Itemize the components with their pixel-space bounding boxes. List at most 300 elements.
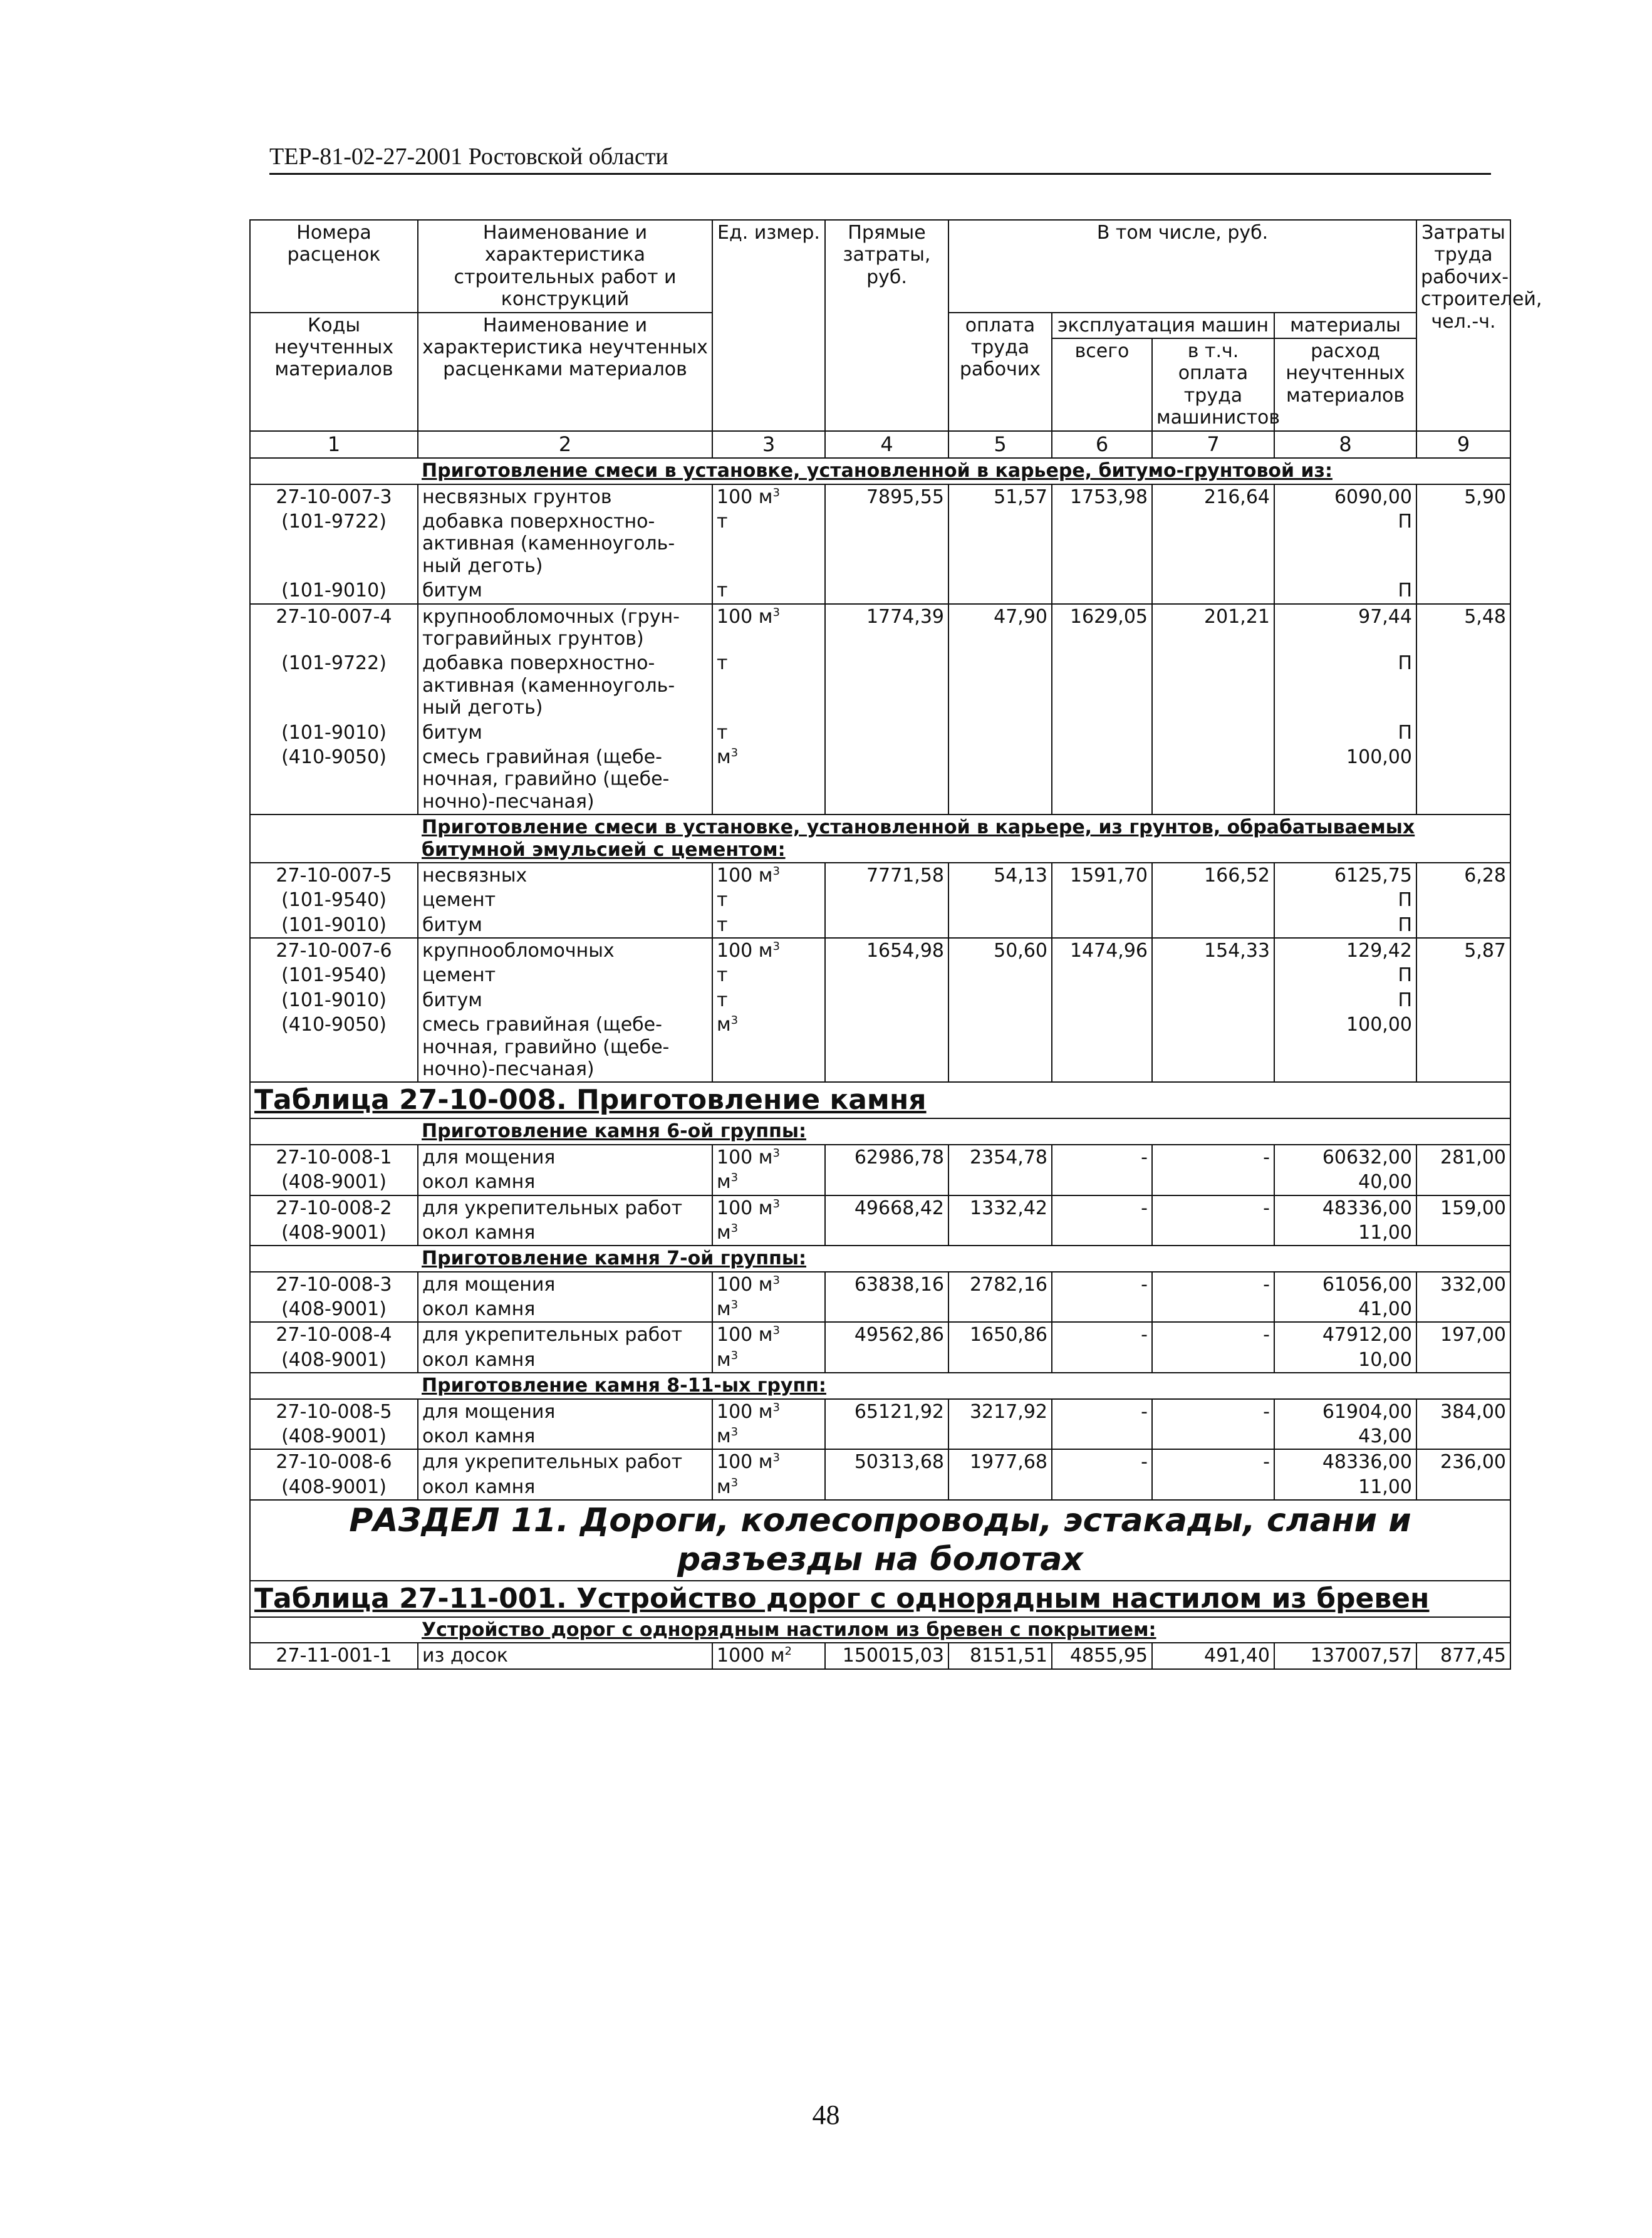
machinist-wages: - <box>1152 1322 1274 1347</box>
materials: П <box>1274 888 1416 912</box>
material-row <box>250 988 1510 1012</box>
machines-total: 1474,96 <box>1052 938 1152 963</box>
labor-costs <box>1416 1012 1510 1082</box>
rate-code: (408-9001) <box>250 1297 418 1322</box>
machinist-wages <box>1152 988 1274 1012</box>
item-name: для укрепительных работ <box>418 1449 712 1474</box>
labor-costs: 6,28 <box>1416 863 1510 888</box>
materials: 48336,00 <box>1274 1449 1416 1474</box>
wages <box>948 1297 1052 1322</box>
rate-code: 27-10-008-5 <box>250 1399 418 1424</box>
labor-costs: 384,00 <box>1416 1399 1510 1424</box>
item-name: цемент <box>418 888 712 912</box>
direct-costs: 1654,98 <box>825 938 948 963</box>
materials: 11,00 <box>1274 1475 1416 1500</box>
item-name: для мощения <box>418 1272 712 1297</box>
direct-costs <box>825 1170 948 1195</box>
material-row <box>250 651 1510 720</box>
materials: 61904,00 <box>1274 1399 1416 1424</box>
materials: 97,44 <box>1274 604 1416 652</box>
materials: 41,00 <box>1274 1297 1416 1322</box>
column-number: 5 <box>948 431 1052 459</box>
direct-costs: 7771,58 <box>825 863 948 888</box>
unit-of-measure: т <box>712 509 825 578</box>
page-number: 48 <box>812 2100 840 2130</box>
direct-costs <box>825 963 948 987</box>
direct-costs <box>825 509 948 578</box>
unit-of-measure: $м^3$ <box>712 1170 825 1195</box>
machines-total: - <box>1052 1272 1152 1297</box>
machines-total <box>1052 578 1152 603</box>
machinist-wages: 491,40 <box>1152 1643 1274 1668</box>
subsection-title: Приготовление смеси в установке, установленной в карьере, битумо-грунтовой из: <box>418 458 1510 484</box>
material-row <box>250 1424 1510 1449</box>
column-number: 2 <box>418 431 712 459</box>
labor-costs: 5,87 <box>1416 938 1510 963</box>
item-name: цемент <box>418 963 712 987</box>
unit-of-measure: $м^3$ <box>712 1220 825 1246</box>
header-unaccounted-materials: расход неучтенных материалов <box>1274 338 1416 431</box>
rate-code: (101-9722) <box>250 509 418 578</box>
rate-code: (410-9050) <box>250 745 418 815</box>
rate-code: 27-10-007-6 <box>250 938 418 963</box>
labor-costs <box>1416 1348 1510 1373</box>
materials: 100,00 <box>1274 1012 1416 1082</box>
subsection-title: Приготовление камня 8-11-ых групп: <box>418 1373 1510 1398</box>
machines-total: - <box>1052 1322 1152 1347</box>
labor-costs <box>1416 578 1510 603</box>
material-row <box>250 1220 1510 1246</box>
machines-total <box>1052 888 1152 912</box>
direct-costs: 63838,16 <box>825 1272 948 1297</box>
item-name: смесь гравийная (щебе-ночная, гравийно (щебе-ночно)-песчаная) <box>418 745 712 815</box>
material-row <box>250 888 1510 912</box>
item-name: битум <box>418 578 712 603</box>
item-name: несвязных <box>418 863 712 888</box>
rate-code: (101-9722) <box>250 651 418 720</box>
direct-costs: 1774,39 <box>825 604 948 652</box>
material-row <box>250 721 1510 745</box>
column-number: 8 <box>1274 431 1416 459</box>
machinist-wages <box>1152 721 1274 745</box>
rate-row <box>250 604 1510 652</box>
unit-of-measure: $м^3$ <box>712 1348 825 1373</box>
rate-code: (101-9540) <box>250 888 418 912</box>
wages <box>948 745 1052 815</box>
item-name: крупнообломочных (грун-тогравийных грунтов) <box>418 604 712 652</box>
item-name: для мощения <box>418 1399 712 1424</box>
item-name: добавка поверхностно-активная (каменноуголь-ный деготь) <box>418 651 712 720</box>
rate-code: (101-9010) <box>250 988 418 1012</box>
rate-code: 27-10-008-6 <box>250 1449 418 1474</box>
subsection-title: Устройство дорог с однорядным настилом из бревен с покрытием: <box>418 1617 1510 1643</box>
machinist-wages: - <box>1152 1449 1274 1474</box>
wages: 54,13 <box>948 863 1052 888</box>
machines-total <box>1052 963 1152 987</box>
direct-costs: 50313,68 <box>825 1449 948 1474</box>
materials: 48336,00 <box>1274 1195 1416 1220</box>
machinist-wages <box>1152 1424 1274 1449</box>
materials: П <box>1274 988 1416 1012</box>
direct-costs <box>825 913 948 938</box>
direct-costs <box>825 1475 948 1500</box>
machinist-wages <box>1152 651 1274 720</box>
rate-row <box>250 1449 1510 1474</box>
unit-of-measure: 100 $м^3$ <box>712 1449 825 1474</box>
unit-of-measure: т <box>712 721 825 745</box>
machinist-wages <box>1152 1170 1274 1195</box>
materials: П <box>1274 651 1416 720</box>
item-name: окол камня <box>418 1220 712 1246</box>
column-number: 3 <box>712 431 825 459</box>
materials: 100,00 <box>1274 745 1416 815</box>
materials: 6125,75 <box>1274 863 1416 888</box>
rate-row <box>250 938 1510 963</box>
labor-costs: 5,48 <box>1416 604 1510 652</box>
machinist-wages <box>1152 1475 1274 1500</box>
machinist-wages <box>1152 1348 1274 1373</box>
direct-costs: 65121,92 <box>825 1399 948 1424</box>
wages: 2354,78 <box>948 1145 1052 1170</box>
item-name: для укрепительных работ <box>418 1195 712 1220</box>
direct-costs <box>825 1424 948 1449</box>
item-name: окол камня <box>418 1348 712 1373</box>
item-name: для мощения <box>418 1145 712 1170</box>
direct-costs: 7895,55 <box>825 484 948 509</box>
material-row <box>250 913 1510 938</box>
header-wages: оплата труда рабочих <box>948 313 1052 431</box>
rate-row <box>250 1322 1510 1347</box>
unit-of-measure: $м^3$ <box>712 745 825 815</box>
machines-total: - <box>1052 1449 1152 1474</box>
rate-code: 27-10-008-4 <box>250 1322 418 1347</box>
materials: 137007,57 <box>1274 1643 1416 1668</box>
direct-costs <box>825 1348 948 1373</box>
labor-costs <box>1416 888 1510 912</box>
machinist-wages <box>1152 578 1274 603</box>
labor-costs: 332,00 <box>1416 1272 1510 1297</box>
rate-code: (101-9010) <box>250 913 418 938</box>
wages: 1977,68 <box>948 1449 1052 1474</box>
material-row <box>250 1297 1510 1322</box>
item-name: окол камня <box>418 1424 712 1449</box>
wages: 51,57 <box>948 484 1052 509</box>
materials: 40,00 <box>1274 1170 1416 1195</box>
direct-costs <box>825 651 948 720</box>
wages <box>948 651 1052 720</box>
rate-code: 27-10-008-2 <box>250 1195 418 1220</box>
rate-code: 27-10-007-5 <box>250 863 418 888</box>
labor-costs: 5,90 <box>1416 484 1510 509</box>
rate-code: (408-9001) <box>250 1475 418 1500</box>
machines-total <box>1052 1170 1152 1195</box>
direct-costs <box>825 1220 948 1246</box>
unit-of-measure: т <box>712 578 825 603</box>
wages <box>948 1220 1052 1246</box>
wages: 1650,86 <box>948 1322 1052 1347</box>
wages: 50,60 <box>948 938 1052 963</box>
machines-total <box>1052 1012 1152 1082</box>
section-title: РАЗДЕЛ 11. Дороги, колесопроводы, эстакады, слани и разъезды на болотах <box>250 1500 1510 1581</box>
materials: 6090,00 <box>1274 484 1416 509</box>
machinist-wages <box>1152 1012 1274 1082</box>
table-title: Таблица 27-11-001. Устройство дорог с однорядным настилом из бревен <box>250 1581 1510 1617</box>
rate-code: 27-10-008-3 <box>250 1272 418 1297</box>
labor-costs <box>1416 988 1510 1012</box>
machines-total: - <box>1052 1145 1152 1170</box>
machinist-wages <box>1152 913 1274 938</box>
header-machines-total: всего <box>1052 338 1152 431</box>
machines-total: 4855,95 <box>1052 1643 1152 1668</box>
unit-of-measure: т <box>712 651 825 720</box>
machines-total <box>1052 1297 1152 1322</box>
machines-total <box>1052 913 1152 938</box>
direct-costs: 150015,03 <box>825 1643 948 1668</box>
labor-costs <box>1416 651 1510 720</box>
item-name: добавка поверхностно-активная (каменноуголь-ный деготь) <box>418 509 712 578</box>
item-name: из досок <box>418 1643 712 1668</box>
wages: 2782,16 <box>948 1272 1052 1297</box>
materials: П <box>1274 721 1416 745</box>
wages <box>948 988 1052 1012</box>
rate-row <box>250 1145 1510 1170</box>
machinist-wages: - <box>1152 1272 1274 1297</box>
header-unit: Ед. измер. <box>712 220 825 431</box>
materials: П <box>1274 578 1416 603</box>
direct-costs: 62986,78 <box>825 1145 948 1170</box>
wages <box>948 1475 1052 1500</box>
direct-costs <box>825 888 948 912</box>
unit-of-measure: т <box>712 888 825 912</box>
material-row <box>250 578 1510 603</box>
unit-of-measure: т <box>712 963 825 987</box>
machines-total <box>1052 1348 1152 1373</box>
machinist-wages <box>1152 888 1274 912</box>
materials: 60632,00 <box>1274 1145 1416 1170</box>
unit-of-measure: 1000 $м^2$ <box>712 1643 825 1668</box>
machines-total: 1591,70 <box>1052 863 1152 888</box>
materials: П <box>1274 963 1416 987</box>
machinist-wages <box>1152 1220 1274 1246</box>
wages <box>948 509 1052 578</box>
unit-of-measure: $м^3$ <box>712 1475 825 1500</box>
column-number: 9 <box>1416 431 1510 459</box>
machinist-wages: 166,52 <box>1152 863 1274 888</box>
column-number: 6 <box>1052 431 1152 459</box>
wages <box>948 578 1052 603</box>
machines-total <box>1052 988 1152 1012</box>
machines-total <box>1052 509 1152 578</box>
machinist-wages: 201,21 <box>1152 604 1274 652</box>
labor-costs <box>1416 1297 1510 1322</box>
wages <box>948 1424 1052 1449</box>
unit-of-measure: 100 $м^3$ <box>712 484 825 509</box>
rate-row <box>250 1643 1510 1668</box>
rate-code: (101-9540) <box>250 963 418 987</box>
materials: 11,00 <box>1274 1220 1416 1246</box>
rate-code: 27-10-007-3 <box>250 484 418 509</box>
materials: 61056,00 <box>1274 1272 1416 1297</box>
labor-costs <box>1416 1170 1510 1195</box>
machines-total <box>1052 721 1152 745</box>
materials: 43,00 <box>1274 1424 1416 1449</box>
item-name: смесь гравийная (щебе-ночная, гравийно (щебе-ночно)-песчаная) <box>418 1012 712 1082</box>
rate-code: 27-11-001-1 <box>250 1643 418 1668</box>
header-work-name: Наименование и характеристика строительных работ и конструкций <box>418 220 712 313</box>
unit-of-measure: 100 $м^3$ <box>712 604 825 652</box>
unit-of-measure: $м^3$ <box>712 1424 825 1449</box>
rate-code: (408-9001) <box>250 1424 418 1449</box>
rate-row <box>250 1399 1510 1424</box>
labor-costs: 197,00 <box>1416 1322 1510 1347</box>
machines-total: 1753,98 <box>1052 484 1152 509</box>
header-machines: эксплуатация машин <box>1052 313 1274 338</box>
rate-code: (101-9010) <box>250 721 418 745</box>
materials: 129,42 <box>1274 938 1416 963</box>
machines-total: - <box>1052 1399 1152 1424</box>
direct-costs <box>825 1012 948 1082</box>
unit-of-measure: 100 $м^3$ <box>712 1195 825 1220</box>
unit-of-measure: 100 $м^3$ <box>712 1272 825 1297</box>
material-row <box>250 1348 1510 1373</box>
material-row <box>250 509 1510 578</box>
column-number: 7 <box>1152 431 1274 459</box>
unit-of-measure: $м^3$ <box>712 1297 825 1322</box>
column-number: 4 <box>825 431 948 459</box>
material-row <box>250 1475 1510 1500</box>
material-row <box>250 1170 1510 1195</box>
machines-total <box>1052 651 1152 720</box>
materials: 10,00 <box>1274 1348 1416 1373</box>
direct-costs <box>825 1297 948 1322</box>
machines-total <box>1052 1220 1152 1246</box>
labor-costs <box>1416 963 1510 987</box>
direct-costs: 49562,86 <box>825 1322 948 1347</box>
machines-total <box>1052 1475 1152 1500</box>
item-name: для укрепительных работ <box>418 1322 712 1347</box>
unit-of-measure: 100 $м^3$ <box>712 863 825 888</box>
rate-code: (408-9001) <box>250 1348 418 1373</box>
materials: П <box>1274 913 1416 938</box>
table-title: Таблица 27-10-008. Приготовление камня <box>250 1082 1510 1118</box>
labor-costs <box>1416 721 1510 745</box>
machinist-wages: 216,64 <box>1152 484 1274 509</box>
header-material-codes: Коды неучтенных материалов <box>250 313 418 431</box>
item-name: битум <box>418 988 712 1012</box>
wages <box>948 721 1052 745</box>
labor-costs <box>1416 745 1510 815</box>
rate-code: (410-9050) <box>250 1012 418 1082</box>
wages <box>948 1348 1052 1373</box>
rate-row <box>250 1195 1510 1220</box>
machinist-wages <box>1152 509 1274 578</box>
labor-costs <box>1416 913 1510 938</box>
machines-total: 1629,05 <box>1052 604 1152 652</box>
wages: 8151,51 <box>948 1643 1052 1668</box>
material-row <box>250 1012 1510 1082</box>
unit-of-measure: 100 $м^3$ <box>712 1145 825 1170</box>
subsection-title: Приготовление смеси в установке, установленной в карьере, из грунтов, обрабатываемых битумной эмульсией с цементом: <box>418 815 1510 863</box>
header-material-name: Наименование и характеристика неучтенных расценками материалов <box>418 313 712 431</box>
header-including: В том числе, руб. <box>948 220 1416 313</box>
unit-of-measure: 100 $м^3$ <box>712 938 825 963</box>
rate-row <box>250 1272 1510 1297</box>
document-header: ТЕР-81-02-27-2001 Ростовской области <box>269 143 1491 175</box>
direct-costs <box>825 721 948 745</box>
unit-of-measure: $м^3$ <box>712 1012 825 1082</box>
materials: П <box>1274 509 1416 578</box>
direct-costs <box>825 578 948 603</box>
labor-costs <box>1416 1220 1510 1246</box>
materials: 47912,00 <box>1274 1322 1416 1347</box>
wages <box>948 1012 1052 1082</box>
machinist-wages: - <box>1152 1195 1274 1220</box>
item-name: окол камня <box>418 1170 712 1195</box>
rate-code: (408-9001) <box>250 1220 418 1246</box>
material-row <box>250 745 1510 815</box>
direct-costs <box>825 988 948 1012</box>
rate-code: (408-9001) <box>250 1170 418 1195</box>
wages: 47,90 <box>948 604 1052 652</box>
wages: 3217,92 <box>948 1399 1052 1424</box>
estimate-table <box>249 219 1542 1670</box>
header-machinist-wages: в т.ч. оплата труда машинистов <box>1152 338 1274 431</box>
header-labor-costs: Затраты труда рабочих-строителей, чел.-ч. <box>1416 220 1510 431</box>
item-name: битум <box>418 721 712 745</box>
rate-row <box>250 484 1510 509</box>
wages <box>948 888 1052 912</box>
header-direct-costs: Прямые затраты, руб. <box>825 220 948 431</box>
wages <box>948 1170 1052 1195</box>
header-materials: материалы <box>1274 313 1416 338</box>
machines-total <box>1052 1424 1152 1449</box>
subsection-title: Приготовление камня 7-ой группы: <box>418 1246 1510 1271</box>
machinist-wages <box>1152 963 1274 987</box>
unit-of-measure: т <box>712 988 825 1012</box>
labor-costs <box>1416 1475 1510 1500</box>
wages <box>948 963 1052 987</box>
subsection-title: Приготовление камня 6-ой группы: <box>418 1118 1510 1144</box>
unit-of-measure: 100 $м^3$ <box>712 1322 825 1347</box>
machinist-wages: 154,33 <box>1152 938 1274 963</box>
direct-costs: 49668,42 <box>825 1195 948 1220</box>
header-rate-numbers: Номера расценок <box>250 220 418 313</box>
material-row <box>250 963 1510 987</box>
unit-of-measure: 100 $м^3$ <box>712 1399 825 1424</box>
labor-costs: 281,00 <box>1416 1145 1510 1170</box>
wages: 1332,42 <box>948 1195 1052 1220</box>
labor-costs <box>1416 509 1510 578</box>
machinist-wages: - <box>1152 1145 1274 1170</box>
rate-code: 27-10-008-1 <box>250 1145 418 1170</box>
item-name: крупнообломочных <box>418 938 712 963</box>
machinist-wages: - <box>1152 1399 1274 1424</box>
column-number: 1 <box>250 431 418 459</box>
unit-of-measure: т <box>712 913 825 938</box>
labor-costs: 877,45 <box>1416 1643 1510 1668</box>
rate-code: (101-9010) <box>250 578 418 603</box>
labor-costs: 159,00 <box>1416 1195 1510 1220</box>
machines-total: - <box>1052 1195 1152 1220</box>
labor-costs: 236,00 <box>1416 1449 1510 1474</box>
labor-costs <box>1416 1424 1510 1449</box>
item-name: окол камня <box>418 1297 712 1322</box>
item-name: окол камня <box>418 1475 712 1500</box>
item-name: несвязных грунтов <box>418 484 712 509</box>
item-name: битум <box>418 913 712 938</box>
direct-costs <box>825 745 948 815</box>
machinist-wages <box>1152 1297 1274 1322</box>
